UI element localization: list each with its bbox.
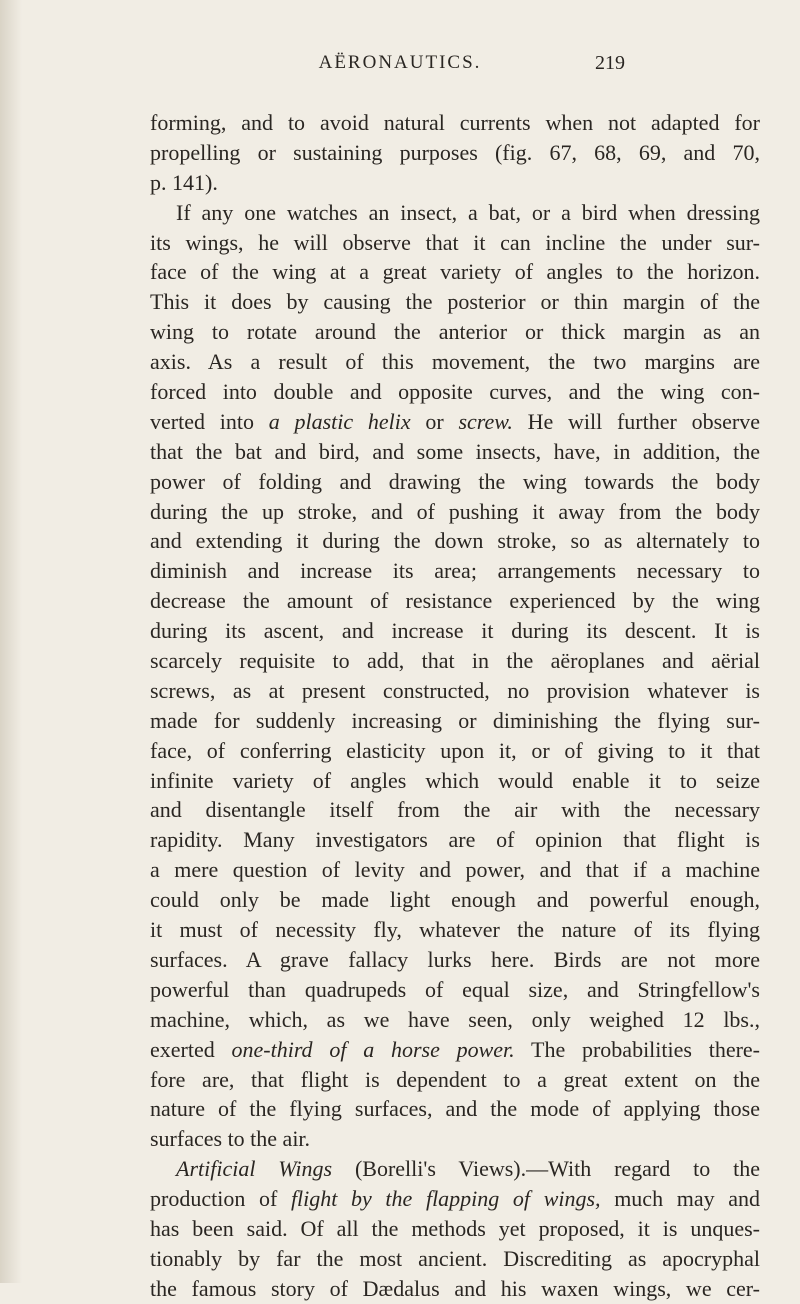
text-line: forced into double and opposite curves, and the wing con- [150,379,760,405]
page-number: 219 [595,52,625,74]
text-line: and disentangle itself from the air with the necessary [150,797,760,823]
text-line: during its ascent, and increase it during its descent. It is [150,618,760,644]
text-line-with-italic [150,1154,760,1184]
text-line: diminish and increase its area; arrangements necessary to [150,558,760,584]
text-line: a mere question of levity and power, and that if a machine [150,857,760,883]
text-line: infinite variety of angles which would enable it to seize [150,767,760,793]
text-line: surfaces. A grave fallacy lurks here. Birds are not more [150,946,760,972]
text-segment: He will further observe [512,408,760,434]
text-line: nature of the flying surfaces, and the mode of applying those [150,1096,760,1122]
text-line: the famous story of Dædalus and his waxen wings, we cer- [150,1275,760,1301]
text-line: If any one watches an insect, a bat, or a bird when dressing [176,199,760,225]
text-line: that the bat and bird, and some insects, have, in addition, the [150,438,760,464]
italic-text: flight by the flapping of wings, [290,1186,601,1212]
italic-text: one-third of a horse power. [231,1036,515,1062]
text-line: tionably by far the most ancient. Discrediting as apocryphal [150,1245,760,1271]
text-line: screws, as at present constructed, no provision whatever is [150,677,760,703]
text-segment: (Borelli's Views).—With regard to the [332,1156,760,1182]
text-line: propelling or sustaining purposes (fig. 67, 68, 69, and 70, [150,139,760,165]
text-line: p. 141). [150,169,218,195]
text-line: and extending it during the down stroke, so as alternately to [150,528,760,554]
text-line: could only be made light enough and powerful enough, [150,887,760,913]
text-segment: production of [150,1186,291,1212]
text-line: it must of necessity fly, whatever the nature of its flying [150,917,760,943]
text-line: This it does by causing the posterior or thin margin of the [150,289,760,315]
text-line: wing to rotate around the anterior or thick margin as an [150,319,760,345]
running-head [0,52,800,82]
text-line: axis. As a result of this movement, the two margins are [150,349,760,375]
text-segment: exerted [150,1036,232,1062]
text-line: during the up stroke, and of pushing it away from the body [150,498,760,524]
text-line: fore are, that flight is dependent to a great extent on the [150,1066,760,1092]
text-line: surfaces to the air. [150,1126,311,1152]
binding-gutter-shadow [0,0,22,1283]
text-segment: The probabilities there- [514,1036,760,1062]
text-line-with-italic [150,1035,760,1065]
text-line-with-italic [150,1184,760,1214]
italic-text: a plastic helix [268,408,411,434]
text-line: machine, which, as we have seen, only weighed 12 lbs., [150,1006,760,1032]
text-line: rapidity. Many investigators are of opinion that flight is [150,827,760,853]
italic-text: screw. [458,408,513,434]
body-text [150,108,760,1304]
text-segment: verted into [150,408,269,434]
text-line: powerful than quadrupeds of equal size, and Stringfellow's [150,976,760,1002]
text-line: power of folding and drawing the wing towards the body [150,468,760,494]
text-line: scarcely requisite to add, that in the aëroplanes and aërial [150,648,760,674]
italic-text: Artificial Wings [176,1156,333,1182]
text-line: made for suddenly increasing or diminishing the flying sur- [150,707,760,733]
text-line-with-italic [150,407,760,437]
text-line: face, of conferring elasticity upon it, or of giving to it that [150,737,760,763]
text-line: has been said. Of all the methods yet proposed, it is unques- [150,1215,760,1241]
text-segment: much may and [600,1186,760,1212]
text-line: forming, and to avoid natural currents when not adapted for [150,110,760,135]
text-line: decrease the amount of resistance experienced by the wing [150,588,760,614]
text-line: face of the wing at a great variety of angles to the horizon. [150,259,760,285]
text-line: its wings, he will observe that it can incline the under sur- [150,229,760,255]
running-title: AËRONAUTICS. [318,52,482,73]
text-segment: or [410,408,459,434]
